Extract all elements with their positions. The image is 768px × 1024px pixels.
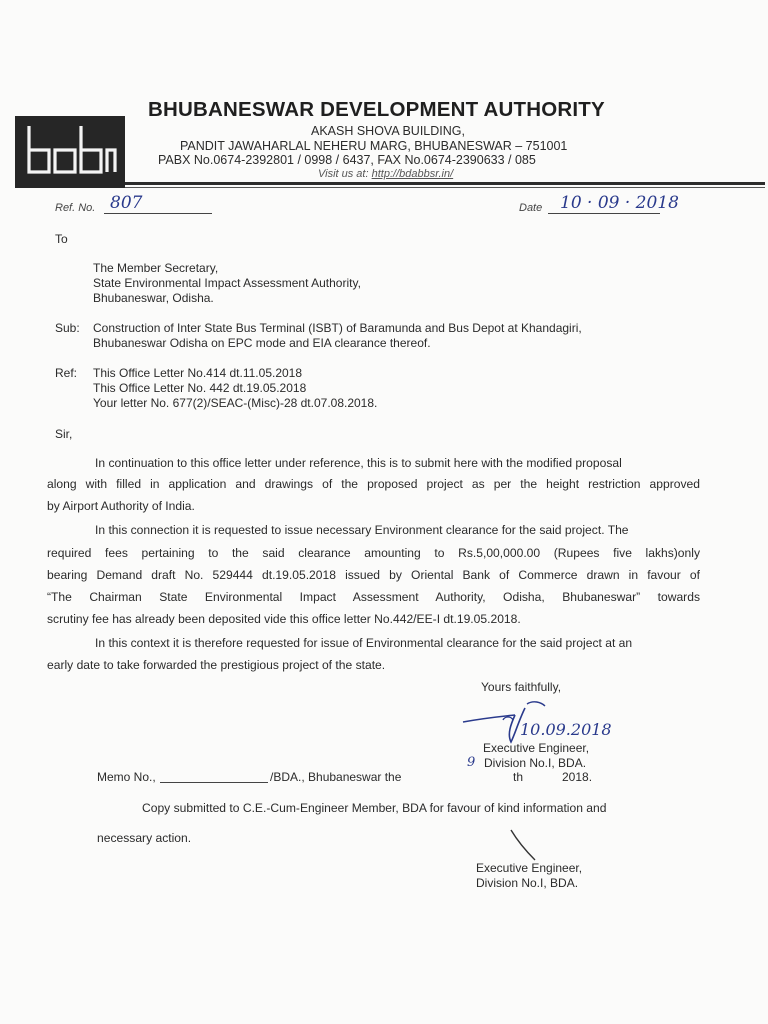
letter-date: 10 · 09 · 2018 (560, 193, 679, 213)
address-line: PANDIT JAWAHARLAL NEHERU MARG, BHUBANESWAR – 751001 (180, 139, 568, 153)
date-underline (548, 213, 660, 214)
paragraph-line: early date to take forwarded the prestigious project of the state. (47, 658, 386, 672)
subject-label: Sub: (55, 321, 80, 335)
signatory2-line: Executive Engineer, (476, 861, 583, 875)
greeting: Sir, (55, 427, 73, 441)
paragraph-line: “The Chairman State Environmental Impact Assessment Authority, Odisha, Bhubaneswar” towards (47, 590, 700, 604)
ref-number: 807 (110, 193, 143, 213)
memo-th: th (513, 770, 524, 784)
signatory2-line: Division No.I, BDA. (476, 876, 579, 890)
paragraph-line: In continuation to this office letter under reference, this is to submit here with the modified proposal (95, 456, 622, 470)
paragraph-line: In this context it is therefore requested for issue of Environmental clearance for the said project at an (95, 636, 633, 650)
reference-label: Ref: (55, 366, 78, 380)
recipient-line: Bhubaneswar, Odisha. (93, 291, 214, 305)
paragraph-line: required fees pertaining to the said clearance amounting to Rs.5,00,000.00 (Rupees five lakhs)only (47, 546, 700, 560)
signatory-line: Division No.I, BDA. (484, 756, 587, 770)
paragraph-line: bearing Demand draft No. 529444 dt.19.05.2018 issued by Oriental Bank of Commerce drawn in favour of (47, 568, 700, 582)
closing: Yours faithfully, (481, 680, 562, 694)
recipient-line: The Member Secretary, (93, 261, 219, 275)
date-label: Date (519, 202, 543, 214)
bda-logo-icon (15, 116, 125, 188)
signatory-line: Executive Engineer, (483, 741, 590, 755)
memo-year: 2018. (562, 770, 593, 784)
to-label: To (55, 232, 68, 246)
memo-number-blank (160, 782, 268, 783)
header-rule-thin (125, 187, 765, 188)
memo-prefix: Memo No., (97, 770, 156, 784)
initial-stroke-icon (505, 826, 545, 866)
ref-label: Ref. No. (55, 202, 96, 214)
paragraph-line: scrutiny fee has already been deposited vide this office letter No.442/EE-I dt.19.05.2018. (47, 612, 521, 626)
subject-line: Construction of Inter State Bus Terminal (ISBT) of Baramunda and Bus Depot at Khandagiri, (93, 321, 582, 335)
paragraph-line: along with filled in application and drawings of the proposed project as per the height restriction approved (47, 477, 700, 491)
visit-label: Visit us at: (318, 168, 369, 180)
copy-line: necessary action. (97, 831, 192, 845)
paragraph-line: by Airport Authority of India. (47, 499, 195, 513)
phone-line: PABX No.0674-2392801 / 0998 / 6437, FAX No.0674-2390633 / 085 (158, 153, 536, 167)
reference-line: This Office Letter No. 442 dt.19.05.2018 (93, 381, 307, 395)
signature-date: 10.09.2018 (520, 720, 612, 739)
org-name: BHUBANESWAR DEVELOPMENT AUTHORITY (148, 98, 605, 121)
website-link[interactable]: http://bdabbsr.in/ (371, 168, 454, 180)
reference-line: This Office Letter No.414 dt.11.05.2018 (93, 366, 303, 380)
building-line: AKASH SHOVA BUILDING, (311, 124, 465, 138)
memo-suffix: /BDA., Bhubaneswar the (270, 770, 402, 784)
website-line (318, 168, 453, 180)
header-rule (125, 182, 765, 185)
ref-underline (104, 213, 212, 214)
paragraph-line: In this connection it is requested to issue necessary Environment clearance for the said project. The (95, 523, 629, 537)
memo-day: 9 (467, 755, 476, 770)
reference-line: Your letter No. 677(2)/SEAC-(Misc)-28 dt.07.08.2018. (93, 396, 378, 410)
subject-line: Bhubaneswar Odisha on EPC mode and EIA clearance thereof. (93, 336, 431, 350)
recipient-line: State Environmental Impact Assessment Authority, (93, 276, 361, 290)
copy-line: Copy submitted to C.E.-Cum-Engineer Member, BDA for favour of kind information and (142, 801, 607, 815)
